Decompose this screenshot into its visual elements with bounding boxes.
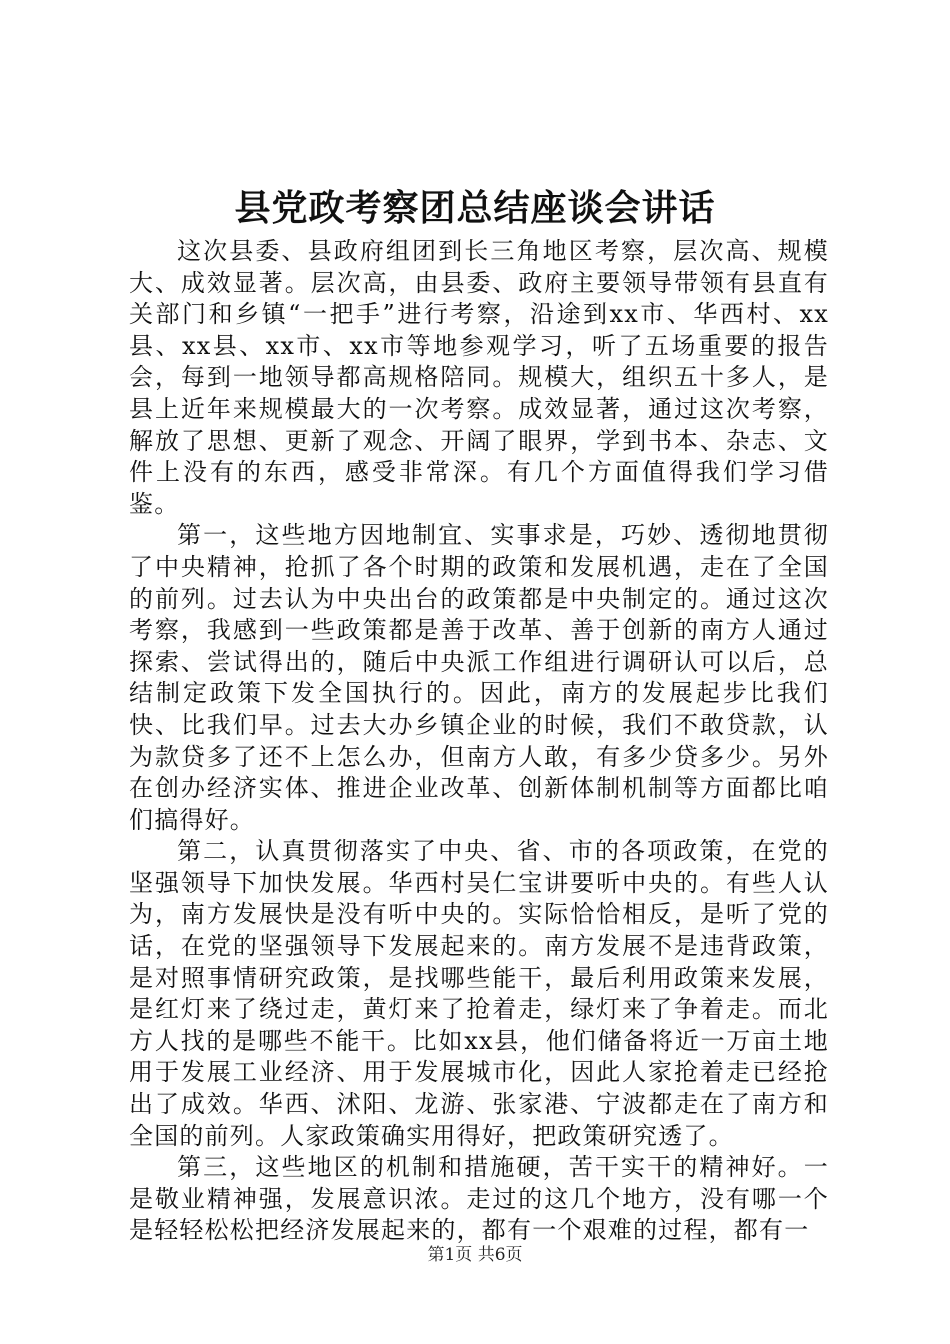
paragraph-2: 第一，这些地方因地制宜、实事求是，巧妙、透彻地贯彻了中央精神，抢抓了各个时期的政策和发展机遇，走在了全国的前列。过去认为中央出台的政策都是中央制定的。通过这次考察，我感到一些政策都是善于改革、善于创新的南方人通过探索、尝试得出的，随后中央派工作组进行调研认可以后，总结制定政策下发全国执行的。因此，南方的发展起步比我们快、比我们早。过去大办乡镇企业的时候，我们不敢贷款，认为款贷多了还不上怎么办，但南方人敢，有多少贷多少。另外在创办经济实体、推进企业改革、创新体制机制等方面都比咱们搞得好。 [129,521,829,834]
paragraph-4: 第三，这些地区的机制和措施硬，苦干实干的精神好。一是敬业精神强，发展意识浓。走过的这几个地方，没有哪一个是轻轻松松把经济发展起来的，都有一个艰难的过程，都有一 [129,1153,829,1245]
document-body [129,236,829,1247]
paragraph-1: 这次县委、县政府组团到长三角地区考察，层次高、规模大、成效显著。层次高，由县委、政府主要领导带领有县直有关部门和乡镇“一把手”进行考察，沿途到xx市、华西村、xx县、xx县、xx市、xx市等地参观学习，听了五场重要的报告会，每到一地领导都高规格陪同。规模大，组织五十多人，是县上近年来规模最大的一次考察。成效显著，通过这次考察，解放了思想、更新了观念、开阔了眼界，学到书本、杂志、文件上没有的东西，感受非常深。有几个方面值得我们学习借鉴。 [129,237,829,518]
page-number-footer: 第1页 共6页 [427,1245,523,1265]
paragraph-3: 第二，认真贯彻落实了中央、省、市的各项政策，在党的坚强领导下加快发展。华西村吴仁宝讲要听中央的。有些人认为，南方发展快是没有听中央的。实际恰恰相反，是听了党的话，在党的坚强领导下发展起来的。南方发展不是违背政策，是对照事情研究政策，是找哪些能干，最后利用政策来发展，是红灯来了绕过走，黄灯来了抢着走，绿灯来了争着走。而北方人找的是哪些不能干。比如xx县，他们储备将近一万亩土地用于发展工业经济、用于发展城市化，因此人家抢着走已经抢出了成效。华西、沭阳、龙游、张家港、宁波都走在了南方和全国的前列。人家政策确实用得好，把政策研究透了。 [129,837,829,1150]
document-title: 县党政考察团总结座谈会讲话 [234,187,716,229]
